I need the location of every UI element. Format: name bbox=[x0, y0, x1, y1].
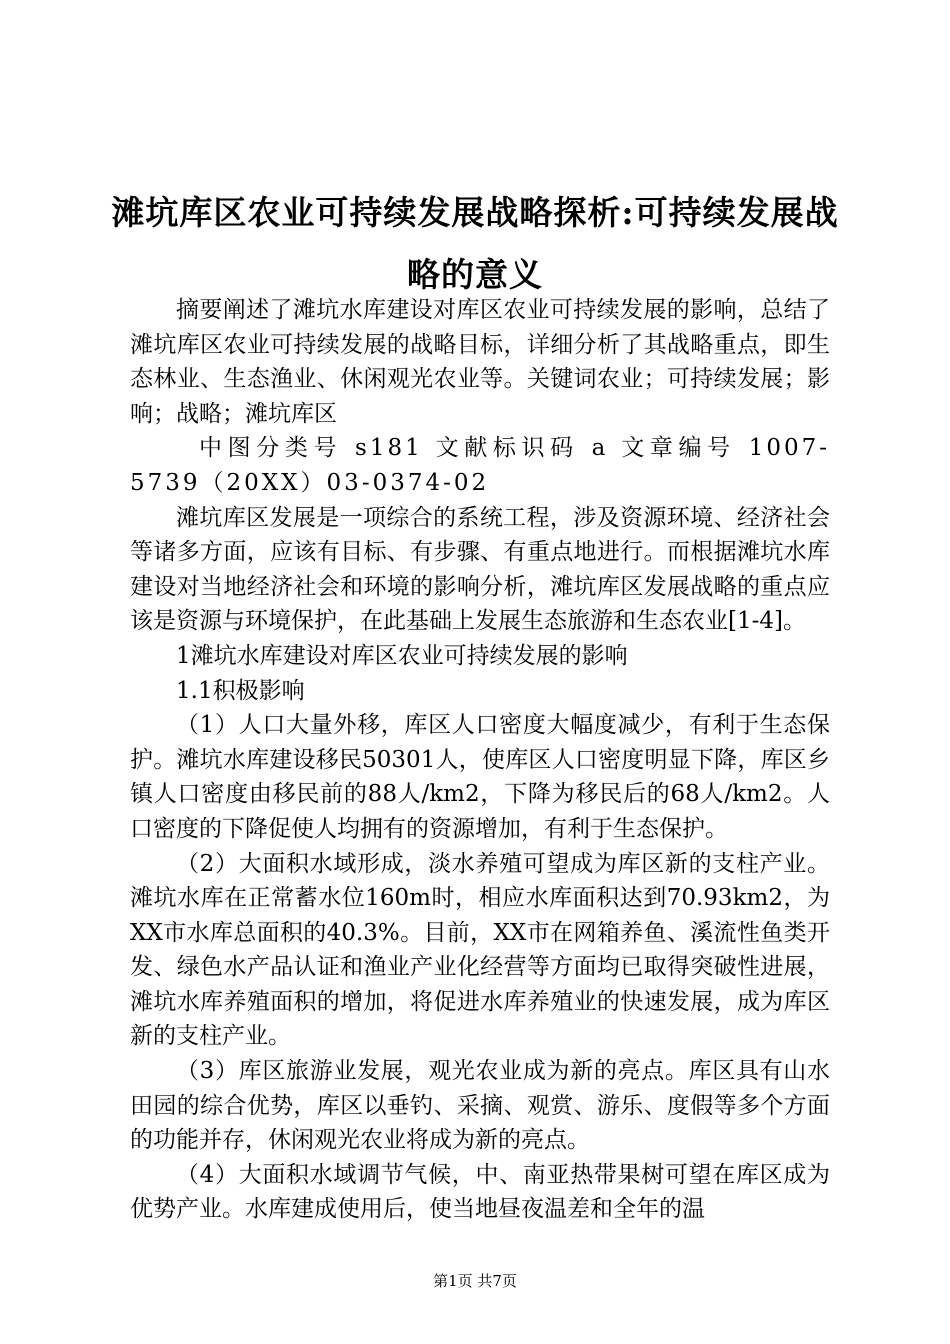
page-footer: 第1页 共7页 bbox=[433, 1272, 517, 1290]
document-title: 滩坑库区农业可持续发展战略探析:可持续发展战略的意义 bbox=[111, 193, 839, 294]
classification-line: 中图分类号 s181 文献标识码 a 文章编号 1007-5739（20XX）03-0374-02 bbox=[130, 435, 830, 496]
list-paragraph: （2）大面积水域形成，淡水养殖可望成为库区新的支柱产业。滩坑水库在正常蓄水位160m时，相应水库面积达到70.93km2，为XX市水库总面积的40.3%。目前，XX市在网箱养鱼、溪流性鱼类开发、绿色水产品认证和渔业产业化经营等方面均已取得突破性进展，滩坑水库养殖面积的增加，将促进水库养殖业的快速发展，成为库区新的支柱产业。 bbox=[130, 850, 830, 1050]
list-paragraph: （3）库区旅游业发展，观光农业成为新的亮点。库区具有山水田园的综合优势，库区以垂钓、采摘、观赏、游乐、度假等多个方面的功能并存，休闲观光农业将成为新的亮点。 bbox=[130, 1058, 830, 1154]
list-paragraph: （1）人口大量外移，库区人口密度大幅度减少，有利于生态保护。滩坑水库建设移民50301人，使库区人口密度明显下降，库区乡镇人口密度由移民前的88人/km2，下降为移民后的68人/km2。人口密度的下降促使人均拥有的资源增加，有利于生态保护。 bbox=[130, 712, 830, 842]
intro-paragraph: 滩坑库区发展是一项综合的系统工程，涉及资源环境、经济社会等诸多方面，应该有目标、有步骤、有重点地进行。而根据滩坑水库建设对当地经济社会和环境的影响分析，滩坑库区发展战略的重点应该是资源与环境保护，在此基础上发展生态旅游和生态农业[1-4]。 bbox=[130, 504, 830, 635]
abstract-paragraph: 摘要阐述了滩坑水库建设对库区农业可持续发展的影响，总结了滩坑库区农业可持续发展的战略目标，详细分析了其战略重点，即生态林业、生态渔业、休闲观光农业等。关键词农业；可持续发展；影响；战略；滩坑库区 bbox=[130, 297, 830, 427]
document-body bbox=[130, 293, 830, 1227]
list-paragraph: （4）大面积水域调节气候，中、南亚热带果树可望在库区成为优势产业。水库建成使用后，使当地昼夜温差和全年的温 bbox=[130, 1161, 830, 1223]
section-heading: 1滩坑水库建设对库区农业可持续发展的影响 bbox=[176, 642, 628, 669]
subsection-heading: 1.1积极影响 bbox=[176, 677, 305, 704]
